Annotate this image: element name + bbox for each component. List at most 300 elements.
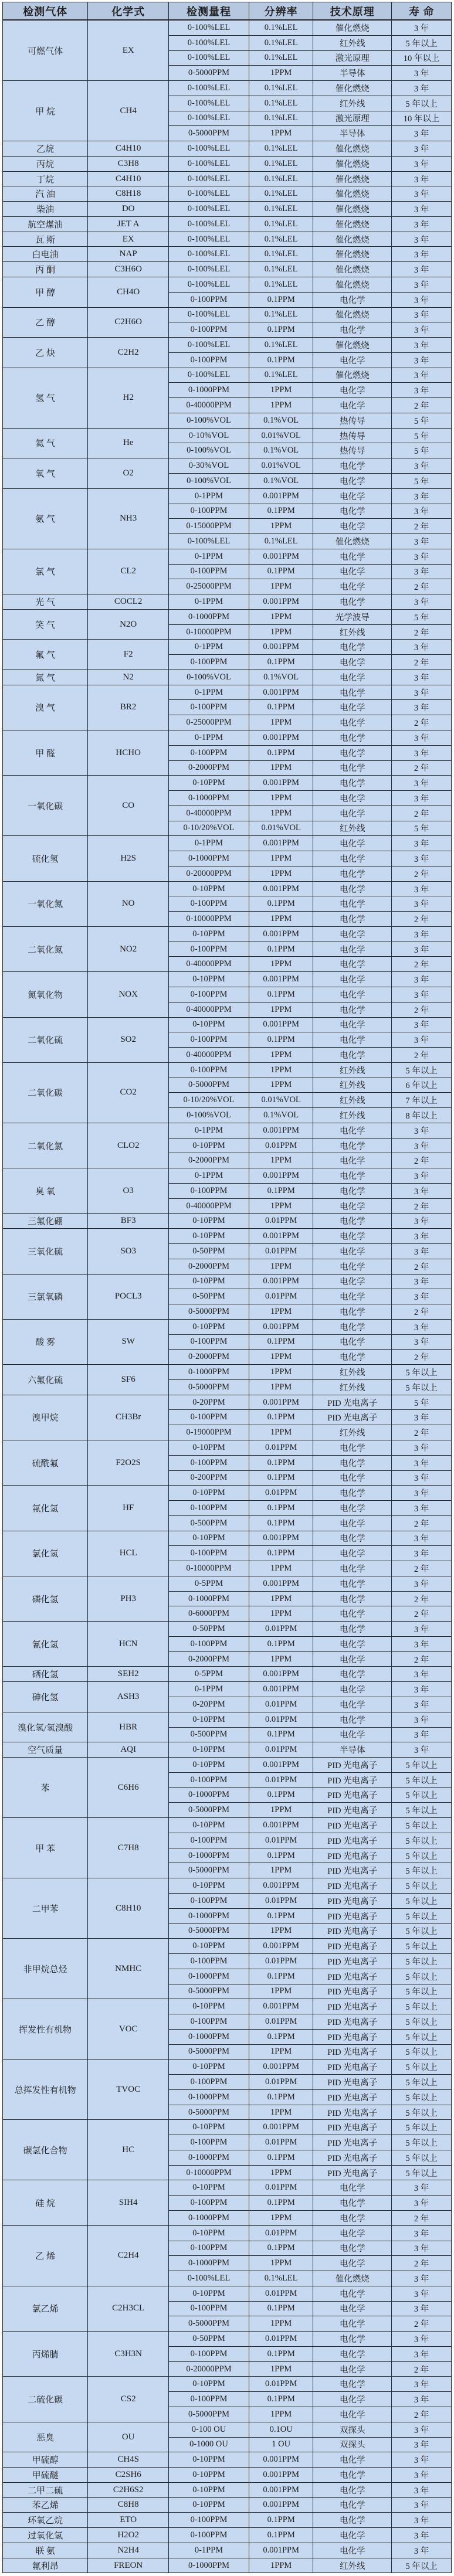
range-cell: 0-1000PPM (169, 2558, 249, 2573)
resolution-cell: 1PPM (249, 2558, 313, 2573)
principle-cell: PID 光电离子 (313, 1878, 392, 1894)
resolution-cell: 0.01PPM (249, 1742, 313, 1758)
principle-cell: 催化燃烧 (313, 20, 392, 35)
lifespan-cell: 3 年 (392, 1546, 452, 1561)
lifespan-cell: 5 年以上 (392, 96, 452, 111)
lifespan-cell: 3 年 (392, 66, 452, 81)
range-cell: 0-1000PPM (169, 791, 249, 806)
resolution-cell: 0.01PPM (249, 1772, 313, 1787)
formula-cell: HCL (88, 1531, 169, 1576)
lifespan-cell: 2 年 (392, 1591, 452, 1606)
gas-name-cell: 丙烯腈 (3, 2332, 88, 2377)
resolution-cell: 0.01PPM (249, 1138, 313, 1153)
resolution-cell: 0.001PPM (249, 1395, 313, 1410)
resolution-cell: 0.01PPM (249, 1289, 313, 1304)
lifespan-cell: 3 年 (392, 745, 452, 760)
principle-cell: 电化学 (313, 1576, 392, 1591)
lifespan-cell: 3 年 (392, 1229, 452, 1244)
resolution-cell: 0.001PPM (249, 1319, 313, 1334)
principle-cell: 红外线 (313, 96, 392, 111)
formula-cell: POCL3 (88, 1274, 169, 1319)
lifespan-cell: 2 年 (392, 806, 452, 821)
range-cell: 0-100PPM (169, 1954, 249, 1969)
resolution-cell: 0.1%LEL (249, 20, 313, 35)
resolution-cell: 0.1PPM (249, 2029, 313, 2044)
range-cell: 0-100PPM (169, 2014, 249, 2030)
gas-name-cell: 氮 气 (3, 670, 88, 685)
formula-cell: COCL2 (88, 594, 169, 610)
principle-cell: PID 光电离子 (313, 2014, 392, 2030)
lifespan-cell: 5 年以上 (392, 1365, 452, 1380)
lifespan-cell: 3 年 (392, 836, 452, 851)
principle-cell: 电化学 (313, 1123, 392, 1138)
table-row (3, 202, 452, 217)
principle-cell: 热传导 (313, 413, 392, 428)
principle-cell: 电化学 (313, 2225, 392, 2241)
lifespan-cell: 5 年以上 (392, 2558, 452, 2573)
lifespan-cell: 3 年 (392, 881, 452, 896)
resolution-cell: 1PPM (249, 1259, 313, 1274)
range-cell: 0-1000PPM (169, 383, 249, 398)
gas-name-cell: 柴油 (3, 202, 88, 217)
column-header-4: 技术原理 (313, 2, 392, 21)
range-cell: 0-100%LEL (169, 232, 249, 247)
resolution-cell: 0.1PPM (249, 987, 313, 1002)
range-cell: 0-20PPM (169, 1395, 249, 1410)
resolution-cell: 0.1%LEL (249, 338, 313, 353)
principle-cell: 催化燃烧 (313, 277, 392, 293)
principle-cell: 电化学 (313, 2528, 392, 2543)
gas-name-cell: 过氧化氢 (3, 2528, 88, 2543)
lifespan-cell: 3 年 (392, 2482, 452, 2497)
gas-name-cell: 氟利昂 (3, 2558, 88, 2573)
gas-name-cell: 总挥发性有机物 (3, 2060, 88, 2120)
resolution-cell: 0.1%LEL (249, 368, 313, 383)
resolution-cell: 1PPM (249, 383, 313, 398)
lifespan-cell: 3 年 (392, 1712, 452, 1727)
formula-cell: C8H8 (88, 2497, 169, 2513)
range-cell: 0-10PPM (169, 1758, 249, 1773)
principle-cell: PID 光电离子 (313, 1818, 392, 1833)
resolution-cell: 0.1%LEL (249, 2271, 313, 2286)
table-row (3, 2528, 452, 2543)
resolution-cell: 1PPM (249, 791, 313, 806)
lifespan-cell: 3 年 (392, 700, 452, 715)
lifespan-cell: 3 年 (392, 307, 452, 322)
formula-cell: C2SH6 (88, 2468, 169, 2483)
principle-cell: 电化学 (313, 2196, 392, 2211)
principle-cell: 催化燃烧 (313, 141, 392, 157)
formula-cell: SF6 (88, 1365, 169, 1395)
range-cell: 0-100PPM (169, 352, 249, 368)
gas-name-cell: 臭 氧 (3, 1168, 88, 1214)
range-cell: 0-1000PPM (169, 851, 249, 866)
lifespan-cell: 3 年 (392, 2513, 452, 2528)
principle-cell: 电化学 (313, 776, 392, 791)
principle-cell: 电化学 (313, 352, 392, 368)
resolution-cell: 0.1%VOL (249, 413, 313, 428)
table-row (3, 2286, 452, 2301)
principle-cell: PID 光电离子 (313, 1893, 392, 1908)
range-cell: 0-1000PPM (169, 2150, 249, 2165)
resolution-cell: 1PPM (249, 1651, 313, 1667)
principle-cell: 红外线 (313, 1078, 392, 1093)
resolution-cell: 0.01PPM (249, 1440, 313, 1455)
lifespan-cell: 3 年 (392, 594, 452, 610)
principle-cell: 电化学 (313, 2377, 392, 2392)
lifespan-cell: 3 年 (392, 458, 452, 474)
resolution-cell: 0.1%LEL (249, 216, 313, 232)
range-cell: 0-5000PPM (169, 1923, 249, 1939)
lifespan-cell: 5 年以上 (392, 1062, 452, 1078)
lifespan-cell: 5 年以上 (392, 1863, 452, 1878)
range-cell: 0-100PPM (169, 942, 249, 957)
range-cell: 0-10PPM (169, 1999, 249, 2014)
principle-cell: 电化学 (313, 322, 392, 338)
lifespan-cell: 3 年 (392, 2437, 452, 2452)
lifespan-cell: 5 年以上 (392, 2105, 452, 2120)
range-cell: 0-100PPM (169, 1833, 249, 1848)
lifespan-cell: 3 年 (392, 1486, 452, 1501)
resolution-cell: 0.1%LEL (249, 81, 313, 96)
table-row (3, 2180, 452, 2196)
range-cell: 0-10PPM (169, 2060, 249, 2075)
table-row (3, 1667, 452, 1682)
resolution-cell: 0.1PPM (249, 1501, 313, 1516)
resolution-cell: 0.1PPM (249, 1515, 313, 1531)
range-cell: 0-5000PPM (169, 1984, 249, 1999)
gas-name-cell: 光 气 (3, 594, 88, 610)
lifespan-cell: 3 年 (392, 126, 452, 141)
principle-cell: 电化学 (313, 1274, 392, 1289)
principle-cell: PID 光电离子 (313, 1923, 392, 1939)
resolution-cell: 0.1%LEL (249, 35, 313, 50)
lifespan-cell: 2 年 (392, 1304, 452, 1320)
range-cell: 0-1PPM (169, 2543, 249, 2558)
lifespan-cell: 2 年 (392, 519, 452, 534)
gas-name-cell: 三氯氧磷 (3, 1274, 88, 1319)
range-cell: 0-10PPM (169, 2120, 249, 2135)
table-row (3, 2225, 452, 2241)
range-cell: 0-100PPM (169, 2513, 249, 2528)
lifespan-cell: 3 年 (392, 640, 452, 655)
principle-cell: PID 光电离子 (313, 1787, 392, 1803)
principle-cell: 电化学 (313, 1229, 392, 1244)
principle-cell: 电化学 (313, 1319, 392, 1334)
resolution-cell: 0.1%LEL (249, 111, 313, 126)
lifespan-cell: 3 年 (392, 504, 452, 519)
lifespan-cell: 3 年 (392, 1440, 452, 1455)
lifespan-cell: 3 年 (392, 368, 452, 383)
resolution-cell: 0.1%VOL (249, 670, 313, 685)
range-cell: 0-10PPM (169, 776, 249, 791)
lifespan-cell: 2 年 (392, 2361, 452, 2377)
formula-cell: O3 (88, 1168, 169, 1214)
resolution-cell: 0.1PPM (249, 352, 313, 368)
range-cell: 0-5000PPM (169, 1304, 249, 1320)
gas-name-cell: 白电油 (3, 247, 88, 262)
formula-cell: JET A (88, 216, 169, 232)
resolution-cell: 0.1PPM (249, 896, 313, 912)
principle-cell: PID 光电离子 (313, 1969, 392, 1984)
range-cell: 0-1PPM (169, 730, 249, 745)
lifespan-cell: 3 年 (392, 1742, 452, 1758)
formula-cell: SO2 (88, 1017, 169, 1062)
principle-cell: 电化学 (313, 760, 392, 776)
resolution-cell: 0.01%VOL (249, 821, 313, 836)
gas-name-cell: 甲硫醇 (3, 2452, 88, 2468)
range-cell: 0-100%LEL (169, 338, 249, 353)
principle-cell: 红外线 (313, 1425, 392, 1440)
table-row (3, 670, 452, 685)
range-cell: 0-2000PPM (169, 1350, 249, 1365)
resolution-cell: 0.01%VOL (249, 1093, 313, 1108)
principle-cell: 电化学 (313, 1455, 392, 1470)
table-row (3, 488, 452, 504)
lifespan-cell: 3 年 (392, 488, 452, 504)
lifespan-cell: 2 年 (392, 655, 452, 670)
gas-name-cell: 氮氧化物 (3, 972, 88, 1017)
lifespan-cell: 3 年 (392, 1455, 452, 1470)
principle-cell: 电化学 (313, 1606, 392, 1622)
principle-cell: 电化学 (313, 2497, 392, 2513)
resolution-cell: 0.001PPM (249, 1667, 313, 1682)
lifespan-cell: 3 年 (392, 2196, 452, 2211)
range-cell: 0-10PPM (169, 972, 249, 987)
principle-cell: 电化学 (313, 715, 392, 730)
principle-cell: 电化学 (313, 2513, 392, 2528)
formula-cell: VOC (88, 1999, 169, 2060)
range-cell: 0-100PPM (169, 564, 249, 579)
resolution-cell: 1PPM (249, 1198, 313, 1214)
lifespan-cell: 3 年 (392, 534, 452, 549)
range-cell: 0-10000PPM (169, 1561, 249, 1576)
range-cell: 0-1000PPM (169, 1908, 249, 1923)
range-cell: 0-20000PPM (169, 2361, 249, 2377)
range-cell: 0-100PPM (169, 2528, 249, 2543)
principle-cell: 电化学 (313, 926, 392, 942)
principle-cell: 电化学 (313, 942, 392, 957)
lifespan-cell: 3 年 (392, 896, 452, 912)
range-cell: 0-10PPM (169, 1138, 249, 1153)
range-cell: 0-1000PPM (169, 1365, 249, 1380)
gas-name-cell: 溴 气 (3, 685, 88, 730)
lifespan-cell: 3 年 (392, 156, 452, 171)
principle-cell: PID 光电离子 (313, 1908, 392, 1923)
table-row (3, 549, 452, 564)
principle-cell: 电化学 (313, 1727, 392, 1742)
resolution-cell: 0.1PPM (249, 2392, 313, 2407)
lifespan-cell: 5 年以上 (392, 1908, 452, 1923)
lifespan-cell: 5 年以上 (392, 2165, 452, 2180)
range-cell: 0-25000PPM (169, 579, 249, 594)
gas-name-cell: 可燃气体 (3, 20, 88, 81)
principle-cell: 红外线 (313, 821, 392, 836)
resolution-cell: 0.1PPM (249, 1908, 313, 1923)
range-cell: 0-10PPM (169, 2497, 249, 2513)
range-cell: 0-5000PPM (169, 1863, 249, 1878)
lifespan-cell: 3 年 (392, 2452, 452, 2468)
resolution-cell: 1PPM (249, 66, 313, 81)
lifespan-cell: 3 年 (392, 1410, 452, 1425)
table-row (3, 1229, 452, 1244)
column-header-2: 检测量程 (169, 2, 249, 21)
range-cell: 0-25000PPM (169, 715, 249, 730)
range-cell: 0-1000PPM (169, 1969, 249, 1984)
table-row (3, 1939, 452, 1954)
gas-name-cell: 航空煤油 (3, 216, 88, 232)
lifespan-cell: 2 年 (392, 1002, 452, 1017)
formula-cell: C7H8 (88, 1818, 169, 1878)
table-row (3, 1214, 452, 1229)
range-cell: 0-100PPM (169, 2301, 249, 2316)
resolution-cell: 0.01%VOL (249, 458, 313, 474)
table-body (3, 20, 452, 2573)
range-cell: 0-10PPM (169, 1531, 249, 1546)
lifespan-cell: 2 年 (392, 760, 452, 776)
principle-cell: 电化学 (313, 594, 392, 610)
gas-name-cell: 二氧化氯 (3, 1123, 88, 1168)
principle-cell: 热传导 (313, 428, 392, 443)
principle-cell: 电化学 (313, 1651, 392, 1667)
resolution-cell: 0.1PPM (249, 1470, 313, 1486)
lifespan-cell: 5 年以上 (392, 1803, 452, 1818)
principle-cell: 催化燃烧 (313, 216, 392, 232)
resolution-cell: 0.001PPM (249, 1274, 313, 1289)
range-cell: 0-5000PPM (169, 1078, 249, 1093)
formula-cell: HF (88, 1486, 169, 1531)
lifespan-cell: 3 年 (392, 1697, 452, 1712)
range-cell: 0-10PPM (169, 1939, 249, 1954)
lifespan-cell: 2 年 (392, 2256, 452, 2271)
table-row (3, 2558, 452, 2573)
lifespan-cell: 7 年以上 (392, 1093, 452, 1108)
principle-cell: 电化学 (313, 836, 392, 851)
resolution-cell: 0.1PPM (249, 1636, 313, 1651)
range-cell: 0-10PPM (169, 2286, 249, 2301)
lifespan-cell: 5 年 (392, 821, 452, 836)
principle-cell: 电化学 (313, 398, 392, 413)
formula-cell: HCHO (88, 730, 169, 775)
gas-name-cell: 硅 烷 (3, 2180, 88, 2225)
resolution-cell: 1PPM (249, 2316, 313, 2332)
resolution-cell: 1PPM (249, 1048, 313, 1063)
resolution-cell: 0.001PPM (249, 1229, 313, 1244)
lifespan-cell: 5 年以上 (392, 2120, 452, 2135)
formula-cell: EX (88, 20, 169, 81)
resolution-cell: 0.01PPM (249, 2377, 313, 2392)
resolution-cell: 0.001PPM (249, 730, 313, 745)
table-row (3, 2332, 452, 2347)
gas-name-cell: 甲 苯 (3, 1818, 88, 1878)
table-row (3, 1168, 452, 1184)
principle-cell: 电化学 (313, 1440, 392, 1455)
principle-cell: PID 光电离子 (313, 2105, 392, 2120)
principle-cell: 电化学 (313, 2241, 392, 2256)
column-header-1: 化学式 (88, 2, 169, 21)
resolution-cell: 1PPM (249, 2211, 313, 2226)
principle-cell: 电化学 (313, 2361, 392, 2377)
lifespan-cell: 2 年 (392, 398, 452, 413)
lifespan-cell: 3 年 (392, 1501, 452, 1516)
resolution-cell: 1PPM (249, 579, 313, 594)
principle-cell: 催化燃烧 (313, 338, 392, 353)
formula-cell: OU (88, 2422, 169, 2452)
principle-cell: 电化学 (313, 2543, 392, 2558)
range-cell: 0-500PPM (169, 1727, 249, 1742)
resolution-cell: 0.001PPM (249, 1017, 313, 1032)
principle-cell: PID 光电离子 (313, 1410, 392, 1425)
resolution-cell: 0.001PPM (249, 549, 313, 564)
lifespan-cell: 3 年 (392, 685, 452, 700)
principle-cell: 电化学 (313, 1048, 392, 1063)
principle-cell: 电化学 (313, 655, 392, 670)
principle-cell: 红外线 (313, 2558, 392, 2573)
resolution-cell: 1PPM (249, 1606, 313, 1622)
resolution-cell: 1PPM (249, 624, 313, 640)
lifespan-cell: 3 年 (392, 338, 452, 353)
gas-name-cell: 氢 气 (3, 368, 88, 428)
formula-cell: NAP (88, 247, 169, 262)
resolution-cell: 0.1PPM (249, 1410, 313, 1425)
formula-cell: C3H3N (88, 2332, 169, 2377)
gas-name-cell: 一氧化碳 (3, 776, 88, 836)
lifespan-cell: 2 年 (392, 579, 452, 594)
range-cell: 0-1000 OU (169, 2437, 249, 2452)
principle-cell: PID 光电离子 (313, 2029, 392, 2044)
resolution-cell: 0.001PPM (249, 1818, 313, 1833)
resolution-cell: 0.001PPM (249, 881, 313, 896)
range-cell: 0-5000PPM (169, 126, 249, 141)
table-row (3, 338, 452, 353)
gas-name-cell: 溴甲烷 (3, 1395, 88, 1440)
formula-cell: C4H10 (88, 141, 169, 157)
table-row (3, 776, 452, 791)
range-cell: 0-100%LEL (169, 81, 249, 96)
principle-cell: 电化学 (313, 1168, 392, 1184)
gas-name-cell: 氰化氢 (3, 1622, 88, 1667)
lifespan-cell: 3 年 (392, 141, 452, 157)
resolution-cell: 1PPM (249, 1365, 313, 1380)
resolution-cell: 0.01PPM (249, 2286, 313, 2301)
principle-cell: 电化学 (313, 851, 392, 866)
table-row (3, 2468, 452, 2483)
principle-cell: 电化学 (313, 1032, 392, 1048)
resolution-cell: 0.1%LEL (249, 171, 313, 186)
range-cell: 0-100PPM (169, 322, 249, 338)
principle-cell: 电化学 (313, 912, 392, 927)
resolution-cell: 1PPM (249, 715, 313, 730)
principle-cell: 电化学 (313, 972, 392, 987)
principle-cell: 红外线 (313, 1093, 392, 1108)
gas-name-cell: 甲硫醚 (3, 2468, 88, 2483)
gas-name-cell: 甲 烷 (3, 81, 88, 141)
resolution-cell: 0.1PPM (249, 2241, 313, 2256)
formula-cell: DO (88, 202, 169, 217)
principle-cell: 电化学 (313, 383, 392, 398)
range-cell: 0-5000PPM (169, 2105, 249, 2120)
lifespan-cell: 3 年 (392, 216, 452, 232)
principle-cell: 半导体 (313, 66, 392, 81)
principle-cell: PID 光电离子 (313, 1395, 392, 1410)
range-cell: 0-100PPM (169, 987, 249, 1002)
range-cell: 0-50PPM (169, 1622, 249, 1637)
lifespan-cell: 5 年以上 (392, 2075, 452, 2090)
principle-cell: 红外线 (313, 1365, 392, 1380)
range-cell: 0-100PPM (169, 292, 249, 307)
gas-name-cell: 恶臭 (3, 2422, 88, 2452)
range-cell: 0-100PPM (169, 1410, 249, 1425)
